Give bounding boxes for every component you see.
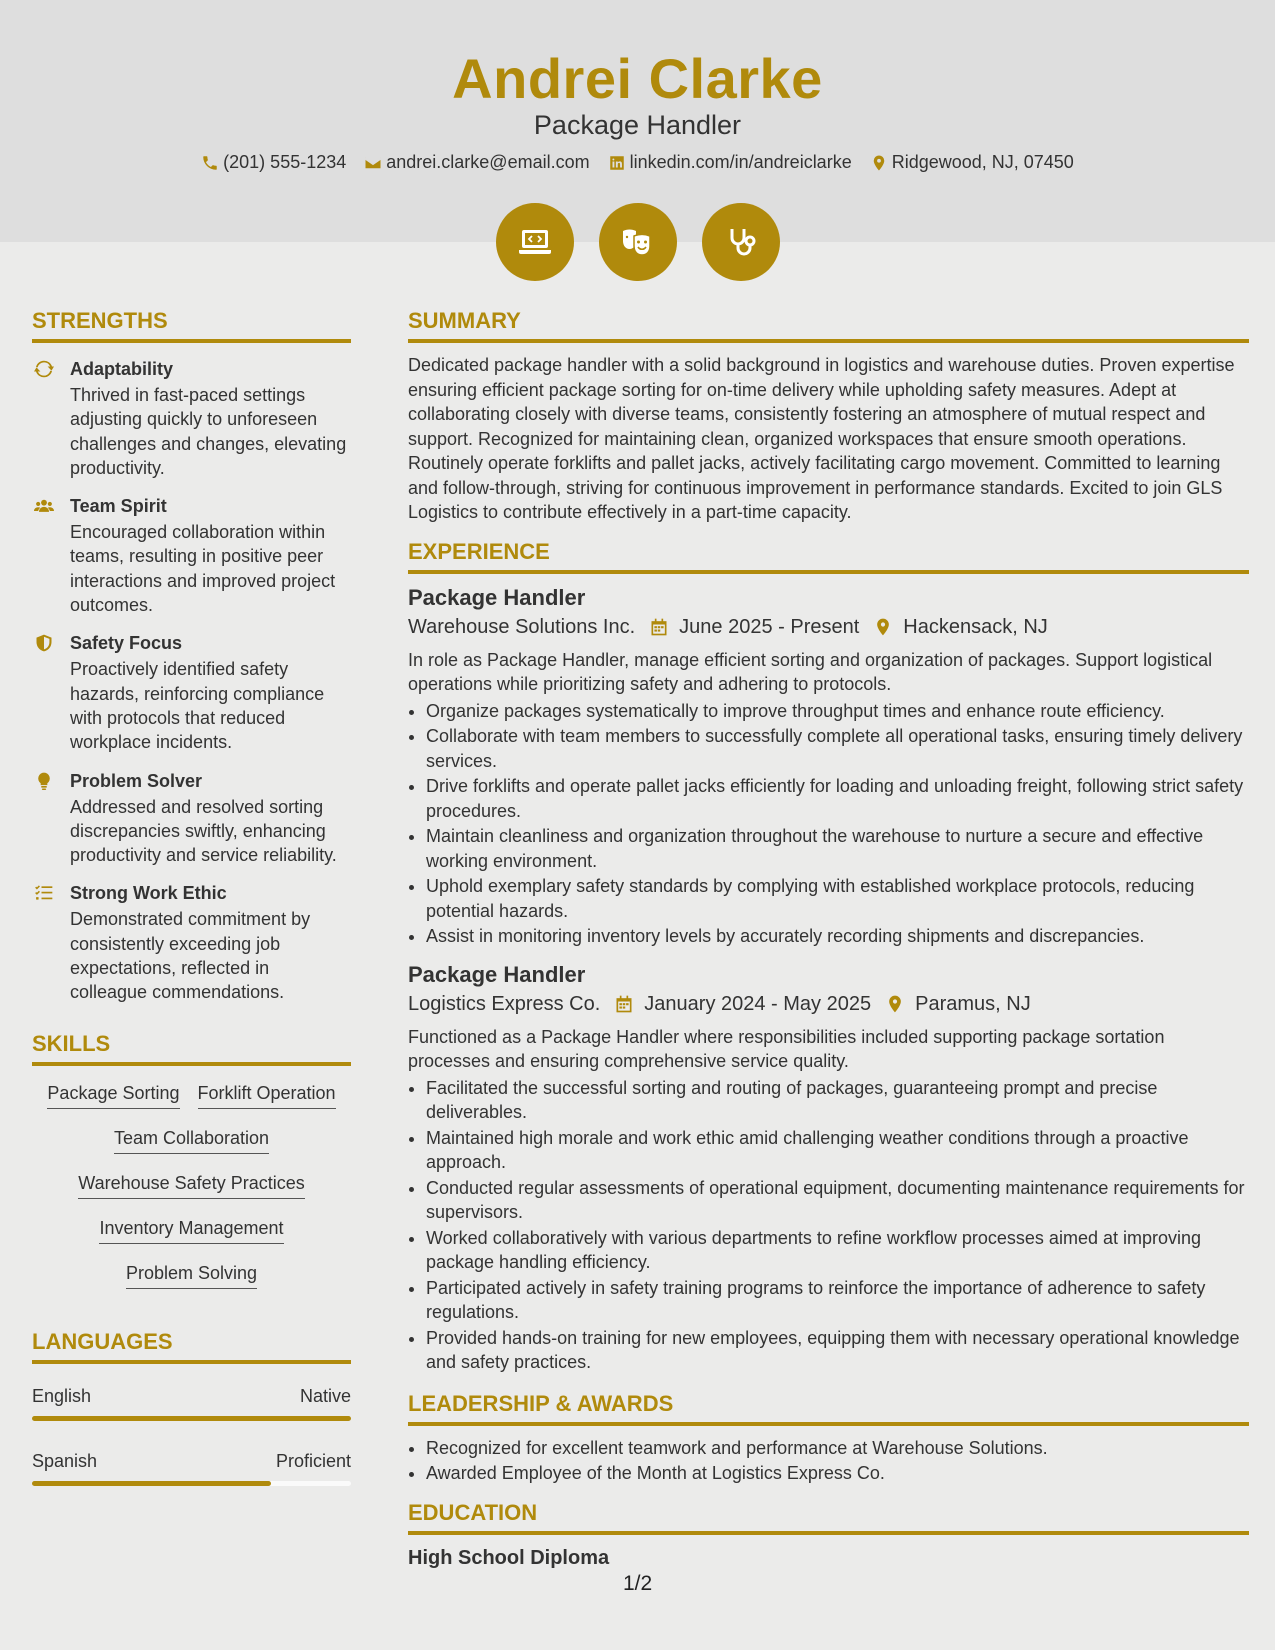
strength-item	[32, 631, 351, 754]
linkedin-icon	[608, 154, 626, 172]
strength-title: Team Spirit	[70, 496, 167, 517]
list-item: • Uphold exemplary safety standards by complying with established workplace protocols, reducing potential hazards.	[426, 874, 1249, 923]
skill-tag: Inventory Management	[99, 1217, 283, 1244]
language-name: Spanish	[32, 1450, 98, 1471]
sync-icon	[34, 359, 54, 379]
language-bar	[32, 1481, 351, 1486]
list-item: • Collaborate with team members to successfully complete all operational tasks, ensuring timely delivery services.	[426, 724, 1249, 773]
job-location: Paramus, NJ	[915, 992, 1031, 1015]
job-description: In role as Package Handler, manage efficient sorting and organization of packages. Support logistical operations while prioritizing safety and adhering to protocols.	[408, 649, 1213, 694]
language-item	[32, 1451, 351, 1486]
skills-list	[32, 1082, 351, 1289]
job-company: Logistics Express Co.	[408, 992, 601, 1015]
stethoscope-icon	[721, 222, 761, 262]
list-item: • Organize packages systematically to improve throughput times and enhance route efficiency.	[426, 699, 1249, 724]
job-company: Warehouse Solutions Inc.	[408, 615, 636, 638]
task-list-icon	[34, 883, 54, 903]
strength-desc: Demonstrated commitment by consistently exceeding job expectations, reflected in colleague commendations.	[70, 909, 311, 1003]
skill-tag: Team Collaboration	[114, 1127, 269, 1154]
strength-title: Strong Work Ethic	[70, 883, 227, 904]
skill-tag: Forklift Operation	[198, 1082, 336, 1109]
summary-heading: SUMMARY	[408, 308, 1249, 343]
strength-title: Adaptability	[70, 359, 174, 379]
contact-location	[870, 152, 1074, 173]
language-name: English	[32, 1385, 92, 1406]
list-item: • Drive forklifts and operate pallet jacks efficiently for loading and unloading freight, following strict safety procedures.	[426, 774, 1249, 823]
list-item: • Participated actively in safety training programs to reinforce the importance of adherence to safety regulations.	[426, 1276, 1249, 1325]
candidate-name: Andrei Clarke	[452, 47, 823, 110]
language-level: Proficient	[275, 1450, 351, 1471]
left-column	[32, 308, 351, 1486]
strength-item	[32, 769, 351, 868]
leadership-heading: LEADERSHIP & AWARDS	[408, 1391, 1249, 1426]
job-bullets	[408, 699, 1249, 949]
linkedin-text: linkedin.com/in/andreiclarke	[629, 152, 852, 172]
job-dates: June 2025 - Present	[679, 615, 860, 638]
skill-tag: Warehouse Safety Practices	[78, 1172, 304, 1199]
skill-tag: Problem Solving	[126, 1262, 257, 1289]
envelope-icon	[364, 154, 382, 172]
language-bar	[32, 1416, 351, 1421]
interest-circle-1	[496, 203, 574, 281]
email-text: andrei.clarke@email.com	[386, 152, 590, 172]
leadership-list	[408, 1436, 1249, 1486]
strength-item	[32, 881, 351, 1004]
list-item: • Awarded Employee of the Month at Logistics Express Co.	[426, 1461, 1249, 1486]
map-pin-icon	[870, 154, 888, 172]
job-bullets	[408, 1076, 1249, 1375]
list-item: • Worked collaboratively with various departments to refine workflow processes aimed at improving package handling efficiency.	[426, 1226, 1249, 1275]
job-dates: January 2024 - May 2025	[644, 992, 872, 1015]
summary-text: Dedicated package handler with a solid background in logistics and warehouse duties. Proven expertise ensuring efficient package sorting for on-time delivery while upholding safety measures. Adept at collaborating closely with diverse teams, consistently fostering an atmosphere of mutual respect and support. Recognized for maintaining clean, organized workspaces that ensure smooth operations. Routinely operate forklifts and pallet jacks, actively facilitating cargo movement. Committed to learning and follow-through, striving for continuous improvement in performance standards. Excited to join GLS Logistics to contribute effectively in a part-time capacity.	[408, 355, 1235, 522]
strength-desc: Proactively identified safety hazards, reinforcing compliance with protocols that reduced workplace incidents.	[70, 659, 325, 753]
list-item: • Conducted regular assessments of operational equipment, documenting maintenance requirements for supervisors.	[426, 1176, 1249, 1225]
right-column	[408, 308, 1249, 1570]
strength-item	[32, 494, 351, 617]
list-item: • Facilitated the successful sorting and routing of packages, guaranteeing prompt and precise deliverables.	[426, 1076, 1249, 1125]
strength-desc: Addressed and resolved sorting discrepancies swiftly, enhancing productivity and service reliability.	[70, 796, 337, 866]
contact-linkedin[interactable]	[608, 152, 852, 173]
skill-tag: Package Sorting	[47, 1082, 179, 1109]
laptop-code-icon	[515, 222, 555, 262]
interest-circle-2	[599, 203, 677, 281]
calendar-icon	[614, 994, 634, 1014]
lightbulb-icon	[34, 771, 54, 791]
language-level: Native	[299, 1385, 351, 1406]
list-item: • Maintained high morale and work ethic amid challenging weather conditions through a proactive approach.	[426, 1126, 1249, 1175]
contact-email[interactable]	[364, 152, 589, 173]
theater-masks-icon	[618, 222, 658, 262]
skills-heading: SKILLS	[32, 1031, 351, 1066]
languages-heading: LANGUAGES	[32, 1329, 351, 1364]
phone-text: (201) 555-1234	[223, 152, 347, 172]
map-pin-icon	[885, 994, 905, 1014]
language-bar-fill	[32, 1481, 271, 1486]
strength-desc: Encouraged collaboration within teams, resulting in positive peer interactions and improved project outcomes.	[70, 522, 336, 616]
education-heading: EDUCATION	[408, 1500, 1249, 1535]
strength-item	[32, 357, 351, 480]
job-role: Package Handler	[408, 584, 586, 610]
job-role: Package Handler	[408, 961, 586, 987]
education-degree: High School Diploma	[408, 1546, 610, 1569]
list-item: • Maintain cleanliness and organization throughout the warehouse to nurture a secure and effective working environment.	[426, 824, 1249, 873]
interest-circle-3	[702, 203, 780, 281]
language-item	[32, 1386, 351, 1421]
list-item: • Assist in monitoring inventory levels by accurately recording shipments and discrepancies.	[426, 924, 1249, 949]
phone-icon	[201, 154, 219, 172]
calendar-icon	[649, 617, 669, 637]
list-item: • Provided hands-on training for new employees, equipping them with necessary operational knowledge and safety practices.	[426, 1326, 1249, 1375]
experience-heading: EXPERIENCE	[408, 539, 1249, 574]
strengths-heading: STRENGTHS	[32, 308, 351, 343]
users-icon	[34, 496, 54, 516]
job-entry	[408, 584, 1249, 949]
language-bar-fill	[32, 1416, 351, 1421]
strength-desc: Thrived in fast-paced settings adjusting quickly to unforeseen challenges and changes, elevating productivity.	[70, 385, 347, 478]
job-description: Functioned as a Package Handler where responsibilities included supporting package sortation processes and ensuring comprehensive service quality.	[408, 1026, 1165, 1071]
map-pin-icon	[873, 617, 893, 637]
candidate-title: Package Handler	[533, 110, 742, 140]
list-item: • Recognized for excellent teamwork and performance at Warehouse Solutions.	[426, 1436, 1249, 1461]
contact-bar	[0, 152, 1275, 173]
strength-title: Problem Solver	[70, 770, 203, 791]
shield-icon	[34, 633, 54, 653]
page-number: 1/2	[623, 1572, 653, 1595]
strength-title: Safety Focus	[70, 633, 183, 654]
job-entry	[408, 961, 1249, 1375]
job-location: Hackensack, NJ	[903, 615, 1048, 638]
interest-icons	[0, 203, 1275, 281]
contact-phone[interactable]	[201, 152, 346, 173]
location-text: Ridgewood, NJ, 07450	[891, 152, 1074, 172]
